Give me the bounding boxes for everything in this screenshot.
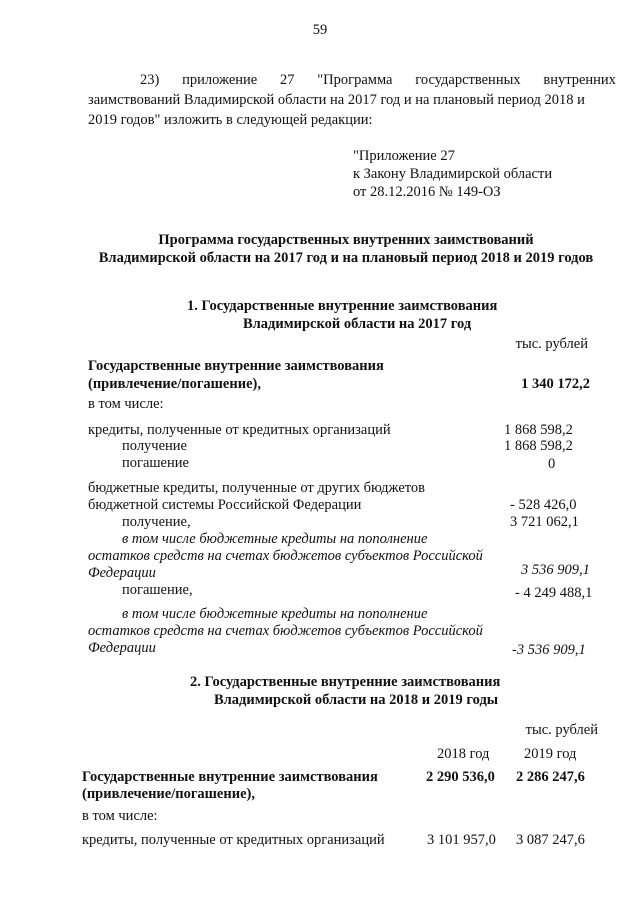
row-label: кредиты, полученные от кредитных организаций [82, 832, 385, 848]
row-label: бюджетные кредиты, полученные от других бюджетов [88, 480, 426, 496]
row-value: -3 536 909,1 [512, 642, 586, 658]
unit-label: тыс. рублей [525, 722, 598, 738]
section-heading: Владимирской области на 2017 год [243, 316, 472, 332]
column-header-2019: 2019 год [524, 746, 577, 762]
row-value: - 4 249 488,1 [515, 585, 593, 601]
row-value-2018: 2 290 536,0 [426, 769, 495, 785]
appendix-line: "Приложение 27 [353, 148, 455, 164]
row-label: погашение [122, 455, 189, 471]
row-label: погашение, [122, 582, 193, 598]
intro-word: приложение [182, 72, 258, 88]
section-heading: 2. Государственные внутренние заимствования [190, 674, 501, 690]
row-label: Федерации [88, 640, 156, 656]
row-label: получение [122, 438, 187, 454]
row-value: 1 340 172,2 [521, 376, 590, 392]
row-label: бюджетной системы Российской Федерации [88, 497, 362, 513]
appendix-line: от 28.12.2016 № 149-ОЗ [353, 184, 501, 200]
section-heading: Владимирской области на 2018 и 2019 годы [214, 692, 499, 708]
row-value: 1 868 598,2 [504, 438, 573, 454]
row-value: - 528 426,0 [510, 497, 577, 513]
row-label: в том числе: [88, 396, 164, 412]
row-value-2019: 3 087 247,6 [516, 832, 585, 848]
row-value-2018: 3 101 957,0 [427, 832, 496, 848]
intro-word: "Программа [317, 72, 393, 88]
intro-word: 27 [280, 72, 295, 88]
row-label: получение, [122, 514, 191, 530]
row-value: 3 536 909,1 [521, 562, 590, 578]
row-label: остатков средств на счетах бюджетов субъектов Российской [88, 548, 483, 564]
row-value: 3 721 062,1 [510, 514, 579, 530]
row-value: 0 [548, 456, 556, 472]
intro-item-number: 23) [140, 72, 160, 88]
row-label: (привлечение/погашение), [82, 786, 255, 802]
intro-line: заимствований Владимирской области на 2017 год и на плановый период 2018 и [88, 92, 585, 108]
row-value: 1 868 598,2 [504, 422, 573, 438]
row-label: остатков средств на счетах бюджетов субъектов Российской [88, 623, 483, 639]
row-value-2019: 2 286 247,6 [516, 769, 585, 785]
row-label: Государственные внутренние заимствования [82, 769, 378, 785]
appendix-line: к Закону Владимирской области [353, 166, 553, 182]
column-header-2018: 2018 год [437, 746, 490, 762]
row-label: в том числе: [82, 808, 158, 824]
title-line: Владимирской области на 2017 год и на плановый период 2018 и 2019 годов [98, 250, 594, 266]
row-label: Государственные внутренние заимствования [88, 358, 384, 374]
title-line: Программа государственных внутренних заимствований [158, 232, 534, 248]
row-label: кредиты, полученные от кредитных организаций [88, 422, 391, 438]
page-number: 59 [312, 22, 328, 38]
row-label: в том числе бюджетные кредиты на пополнение [122, 531, 428, 547]
section-heading: 1. Государственные внутренние заимствования [187, 298, 498, 314]
row-label: (привлечение/погашение), [88, 376, 261, 392]
row-label: в том числе бюджетные кредиты на пополнение [122, 606, 428, 622]
intro-word: государственных [415, 72, 521, 88]
unit-label: тыс. рублей [515, 336, 588, 352]
row-label: Федерации [88, 565, 156, 581]
intro-line: 2019 годов" изложить в следующей редакции: [88, 112, 373, 128]
intro-word: внутренних [543, 72, 616, 88]
